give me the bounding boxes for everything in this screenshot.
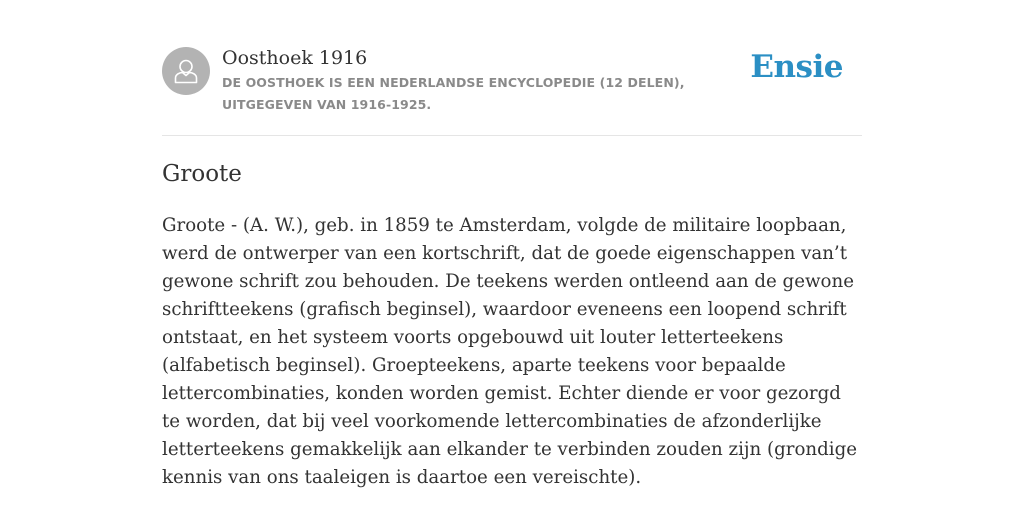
entry-title: Groote: [162, 161, 242, 187]
entry-body: Groote - (A. W.), geb. in 1859 te Amsterdam, volgde de militaire loopbaan, werd de ontwerper van een kortschrift, dat de goede eigenschappen van’t gewone schrift zou behouden. De teekens werden ontleend aan de gewone schriftteekens (grafisch beginsel), waardoor eveneens een loopend schrift ontstaat, en het systeem voorts opgebouwd uit louter letterteekens (alfabetisch beginsel). Groepteekens, aparte teekens voor bepaalde lettercombinaties, konden worden gemist. Echter diende er voor gezorgd te worden, dat bij veel voorkomende lettercombinaties de afzonderlijke letterteekens gemakkelijk aan elkander te verbinden zouden zijn (grondige kennis van ons taaleigen is daartoe een vereischte).: [162, 215, 857, 488]
source-header: [162, 45, 862, 135]
source-description: DE OOSTHOEK IS EEN NEDERLANDSE ENCYCLOPEDIE (12 DELEN), UITGEGEVEN VAN 1916-1925.: [222, 75, 685, 112]
source-info: [222, 45, 762, 116]
divider: [162, 135, 862, 136]
ensie-logo[interactable]: Ensie: [750, 49, 843, 85]
source-title[interactable]: Oosthoek 1916: [222, 47, 368, 69]
user-icon: [162, 47, 210, 95]
avatar: [162, 47, 210, 95]
